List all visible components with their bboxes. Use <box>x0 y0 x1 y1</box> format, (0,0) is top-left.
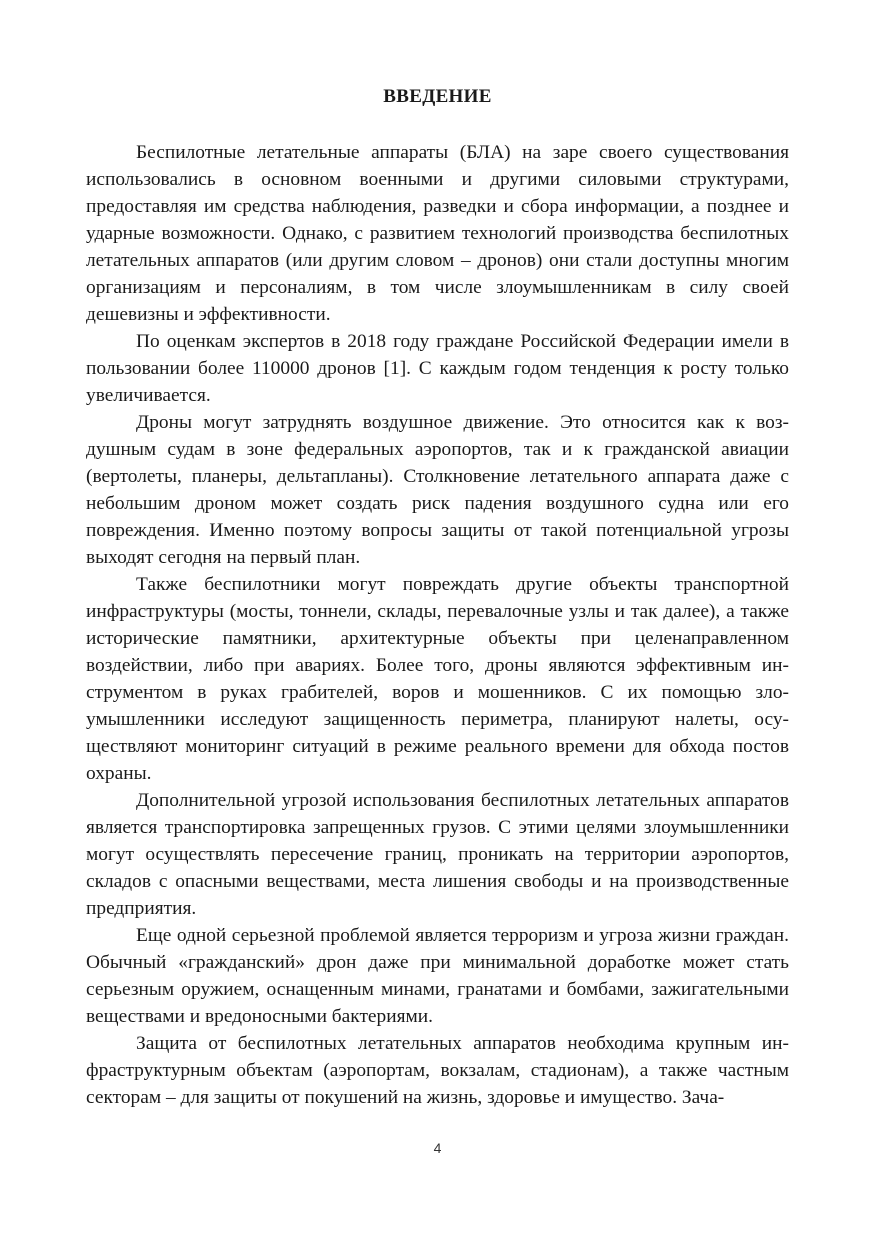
paragraph: Беспилотные летательные аппараты (БЛА) на заре своего существования использовались в основном военными и другими силовыми структурами, предоставляя им средства наблюдения, разведки и сбора информации, а позднее и ударные возможности. Однако, с развитием технологий производства беспилотных летательных аппаратов (или другим словом – дронов) они стали доступны многим организациям и персоналиям, в том числе злоумышленникам в силу своей дешевизны и эффективности. <box>86 142 789 325</box>
paragraph: Дополнительной угрозой использования беспилотных летательных аппаратов является транспортировка запрещенных грузов. С этими целями злоумышленники могут осуществлять пересечение границ, проникать на территории аэропортов, складов с опасными веществами, места лишения свободы и на производственные предприятия. <box>86 790 789 919</box>
paragraph: Еще одной серьезной проблемой является терроризм и угроза жизни граждан. Обычный «гражданский» дрон даже при минимальной доработке может стать серьезным оружием, оснащенным минами, гранатами и бомбами, зажигательными веществами и вредоносными бактериями. <box>86 925 789 1027</box>
paragraph: Также беспилотники могут повреждать другие объекты транспортной инфраструктуры (мосты, тоннели, склады, перевалочные узлы и так далее), а также исторические памятники, архитектурные объекты при целенаправленном воздействии, либо при авариях. Более того, дроны являются эффективным инструментом в руках грабителей, воров и мошенников. С их помощью злоумышленники исследуют защищенность периметра, планируют налеты, осуществляют мониторинг ситуаций в режиме реального времени для обхода постов охраны. <box>86 574 789 784</box>
page-title: ВВЕДЕНИЕ <box>383 86 492 107</box>
paragraph: Защита от беспилотных летательных аппаратов необходима крупным инфраструктурным объектам (аэропортам, вокзалам, стадионам), а также частным секторам – для защиты от покушений на жизнь, здоровье и имущество. Зача- <box>86 1033 789 1108</box>
page-number: 4 <box>433 1140 442 1156</box>
body-text <box>86 139 789 1111</box>
paragraph: Дроны могут затруднять воздушное движение. Это относится как к воздушным судам в зоне федеральных аэропортов, так и к гражданской авиации (вертолеты, планеры, дельтапланы). Столкновение летательного аппарата даже с небольшим дроном может создать риск падения воздушного судна или его повреждения. Именно поэтому вопросы защиты от такой потенциальной угрозы выходят сегодня на первый план. <box>86 412 789 568</box>
paragraph: По оценкам экспертов в 2018 году граждане Российской Федерации имели в пользовании более 110000 дронов [1]. С каждым годом тенденция к росту только увеличивается. <box>86 331 789 406</box>
